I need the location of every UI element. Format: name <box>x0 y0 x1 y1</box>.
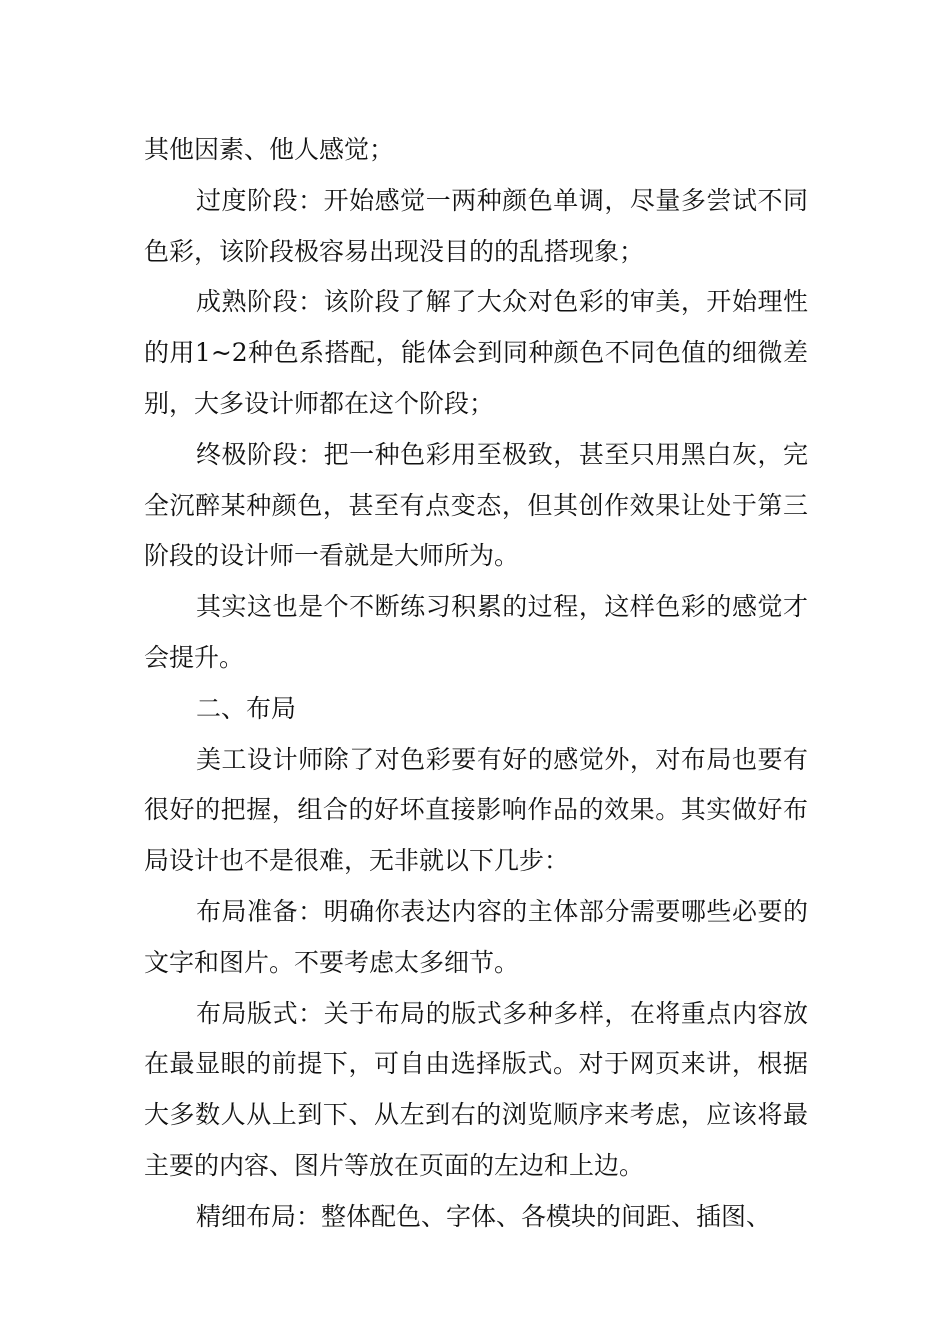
paragraph-ultimate-stage: 终极阶段：把一种色彩用至极致，甚至只用黑白灰，完全沉醉某种颜色，甚至有点变态，但其创作效果让处于第三阶段的设计师一看就是大师所为。 <box>144 439 808 571</box>
paragraph-transition-stage: 过度阶段：开始感觉一两种颜色单调，尽量多尝试不同色彩，该阶段极容易出现没目的的乱搭现象； <box>144 185 808 266</box>
paragraph-fine-layout: 精细布局：整体配色、字体、各模块的间距、插图、 <box>196 1201 772 1231</box>
document-body <box>144 125 808 1243</box>
paragraph-mature-stage: 成熟阶段：该阶段了解了大众对色彩的审美，开始理性的用1~2种色系搭配，能体会到同种颜色不同色值的细微差别，大多设计师都在这个阶段； <box>144 287 808 418</box>
paragraph-layout-intro: 美工设计师除了对色彩要有好的感觉外，对布局也要有很好的把握，组合的好坏直接影响作品的效果。其实做好布局设计也不是很难，无非就以下几步： <box>144 744 808 876</box>
paragraph-layout-preparation: 布局准备：明确你表达内容的主体部分需要哪些必要的文字和图片。不要考虑太多细节。 <box>144 896 808 977</box>
paragraph-continued: 其他因素、他人感觉； <box>144 135 395 164</box>
section-heading-layout: 二、布局 <box>196 693 297 723</box>
paragraph-layout-format: 布局版式：关于布局的版式多种多样，在将重点内容放在最显眼的前提下，可自由选择版式。对于网页来讲，根据大多数人从上到下、从左到右的浏览顺序来考虑，应该将最主要的内容、图片等放在页面的左边和上边。 <box>144 998 808 1180</box>
paragraph-practice: 其实这也是个不断练习积累的过程，这样色彩的感觉才会提升。 <box>144 592 808 672</box>
